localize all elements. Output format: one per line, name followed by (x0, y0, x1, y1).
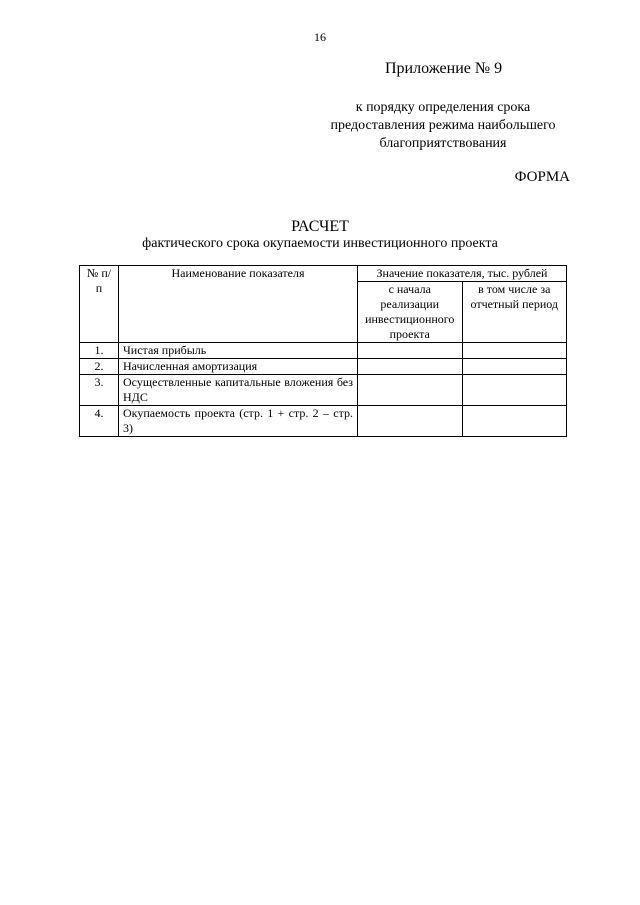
cell-reporting-period[interactable] (462, 359, 567, 375)
cell-reporting-period[interactable] (462, 343, 567, 359)
appendix-subtitle-line: благоприятствования (379, 136, 507, 151)
form-label: ФОРМА (514, 169, 570, 185)
cell-since-start[interactable] (358, 406, 463, 437)
header-indicator-name: Наименование показателя (119, 266, 358, 343)
appendix-subtitle-line: предоставления режима наибольшего (330, 118, 556, 133)
header-indicator-value: Значение показателя, тыс. рублей (358, 266, 567, 282)
header-since-start: с начала реализации инвестиционного проекта (358, 282, 463, 343)
row-indicator-name: Осуществленные капитальные вложения без НДС (119, 375, 358, 406)
table-row (80, 406, 567, 437)
header-number: № п/п (80, 266, 119, 343)
row-indicator-name: Начисленная амортизация (119, 359, 358, 375)
header-reporting-period: в том числе за отчетный период (462, 282, 567, 343)
row-indicator-name: Чистая прибыль (119, 343, 358, 359)
row-indicator-name: Окупаемость проекта (стр. 1 + стр. 2 – стр. 3) (119, 406, 358, 437)
appendix-title: Приложение № 9 (385, 60, 503, 77)
appendix-subtitle (318, 99, 568, 153)
row-number: 2. (80, 359, 119, 375)
cell-since-start[interactable] (358, 343, 463, 359)
cell-since-start[interactable] (358, 359, 463, 375)
table-row (80, 343, 567, 359)
document-subtitle: фактического срока окупаемости инвестиционного проекта (142, 236, 498, 251)
row-number: 3. (80, 375, 119, 406)
cell-reporting-period[interactable] (462, 375, 567, 406)
document-title: РАСЧЕТ (291, 218, 349, 235)
row-number: 1. (80, 343, 119, 359)
appendix-subtitle-line: к порядку определения срока (355, 100, 531, 115)
page-number: 16 (314, 30, 326, 44)
table-header-row (80, 266, 567, 282)
row-number: 4. (80, 406, 119, 437)
table-row (80, 359, 567, 375)
cell-reporting-period[interactable] (462, 406, 567, 437)
table-row (80, 375, 567, 406)
indicators-table (79, 265, 567, 437)
cell-since-start[interactable] (358, 375, 463, 406)
